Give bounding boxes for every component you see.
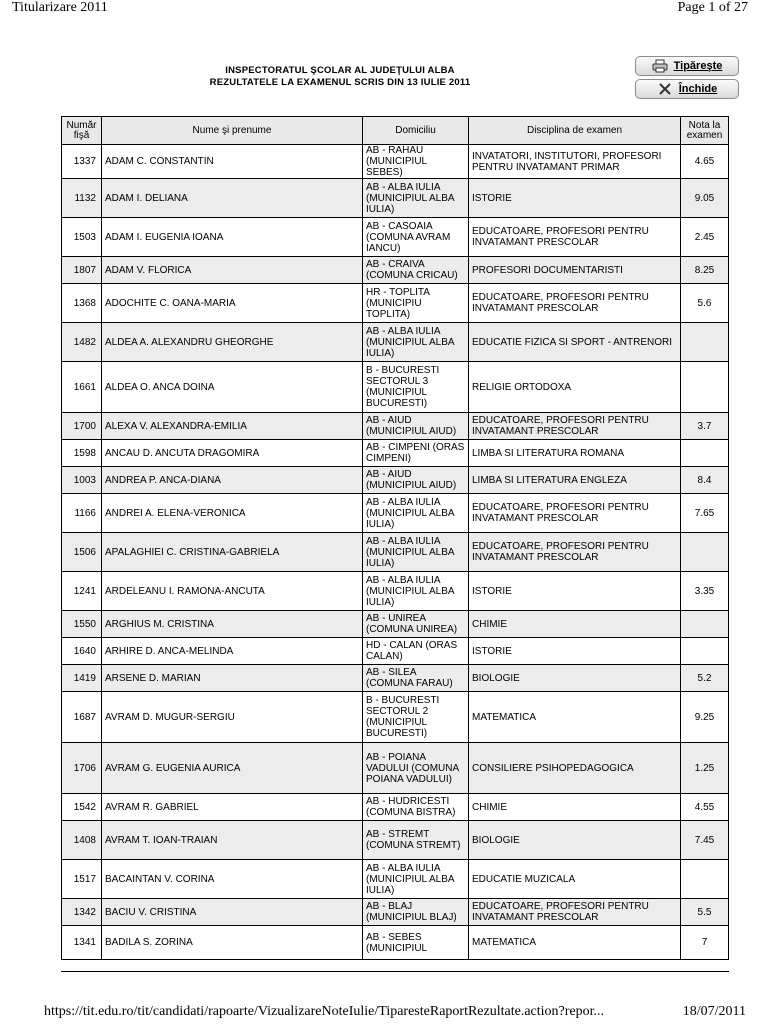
title-line-2: REZULTATELE LA EXAMENUL SCRIS DIN 13 IULIE 2011: [209, 77, 471, 88]
cell-nume: ANCAU D. ANCUTA DRAGOMIRA: [102, 440, 363, 467]
cell-disciplina: EDUCATOARE, PROFESORI PENTRU INVATAMANT PRESCOLAR: [469, 899, 681, 926]
cell-nr: 1550: [62, 611, 102, 638]
table-row: [62, 665, 729, 692]
table-row: [62, 362, 729, 413]
cell-nume: ADOCHITE C. OANA-MARIA: [102, 284, 363, 323]
cell-nume: ARGHIUS M. CRISTINA: [102, 611, 363, 638]
cell-disciplina: EDUCATOARE, PROFESORI PENTRU INVATAMANT PRESCOLAR: [469, 284, 681, 323]
cell-nume: ADAM V. FLORICA: [102, 257, 363, 284]
cell-domiciliu: HR - TOPLITA (MUNICIPIU TOPLITA): [363, 284, 469, 323]
table-row: [62, 323, 729, 362]
print-date: 18/07/2011: [682, 1004, 746, 1019]
cell-disciplina: LIMBA SI LITERATURA ENGLEZA: [469, 467, 681, 494]
cell-nota: [681, 533, 729, 572]
cell-disciplina: CHIMIE: [469, 611, 681, 638]
cell-domiciliu: AB - SILEA (COMUNA FARAU): [363, 665, 469, 692]
cell-nr: 1542: [62, 794, 102, 821]
cell-nr: 1687: [62, 692, 102, 743]
cell-domiciliu: AB - STREMT (COMUNA STREMT): [363, 821, 469, 860]
cell-nr: 1003: [62, 467, 102, 494]
table-row: [62, 638, 729, 665]
cell-nr: 1342: [62, 899, 102, 926]
cell-nota: 5.2: [681, 665, 729, 692]
cell-nume: AVRAM T. IOAN-TRAIAN: [102, 821, 363, 860]
cell-nr: 1506: [62, 533, 102, 572]
cell-disciplina: LIMBA SI LITERATURA ROMANA: [469, 440, 681, 467]
cell-domiciliu: AB - CASOAIA (COMUNA AVRAM IANCU): [363, 218, 469, 257]
table-row: [62, 284, 729, 323]
cell-nota: 9.25: [681, 692, 729, 743]
cell-nume: AVRAM G. EUGENIA AURICA: [102, 743, 363, 794]
cell-nota: 4.55: [681, 794, 729, 821]
cell-nota: 9.05: [681, 179, 729, 218]
cell-nota: 5.5: [681, 899, 729, 926]
cell-disciplina: EDUCATOARE, PROFESORI PENTRU INVATAMANT PRESCOLAR: [469, 413, 681, 440]
cell-nota: 7.65: [681, 494, 729, 533]
cell-disciplina: MATEMATICA: [469, 692, 681, 743]
cell-disciplina: CONSILIERE PSIHOPEDAGOGICA: [469, 743, 681, 794]
table-row: [62, 743, 729, 794]
cell-nr: 1419: [62, 665, 102, 692]
cell-nume: BADILA S. ZORINA: [102, 926, 363, 960]
cell-nume: ALEXA V. ALEXANDRA-EMILIA: [102, 413, 363, 440]
cell-nota: [681, 860, 729, 899]
table-row: [62, 218, 729, 257]
cell-domiciliu: AB - HUDRICESTI (COMUNA BISTRA): [363, 794, 469, 821]
cell-nume: ADAM C. CONSTANTIN: [102, 145, 363, 179]
cell-nume: ALDEA O. ANCA DOINA: [102, 362, 363, 413]
table-bottom-border: [61, 971, 729, 972]
cell-nume: APALAGHIEI C. CRISTINA-GABRIELA: [102, 533, 363, 572]
cell-nota: 8.25: [681, 257, 729, 284]
results-table: [61, 116, 729, 960]
cell-nota: 7: [681, 926, 729, 960]
cell-nota: [681, 638, 729, 665]
cell-nume: AVRAM R. GABRIEL: [102, 794, 363, 821]
cell-disciplina: EDUCATOARE, PROFESORI PENTRU INVATAMANT PRESCOLAR: [469, 494, 681, 533]
cell-domiciliu: AB - UNIREA (COMUNA UNIREA): [363, 611, 469, 638]
table-row: [62, 926, 729, 960]
title-line-1: INSPECTORATUL ŞCOLAR AL JUDEŢULUI ALBA: [225, 65, 455, 76]
header-nr: Număr fişă: [62, 117, 102, 145]
table-row: [62, 533, 729, 572]
table-row: [62, 794, 729, 821]
table-row: [62, 860, 729, 899]
cell-nr: 1640: [62, 638, 102, 665]
table-row: [62, 692, 729, 743]
cell-nota: 4.65: [681, 145, 729, 179]
cell-domiciliu: AB - BLAJ (MUNICIPIUL BLAJ): [363, 899, 469, 926]
cell-nume: ARSENE D. MARIAN: [102, 665, 363, 692]
cell-disciplina: EDUCATIE MUZICALA: [469, 860, 681, 899]
cell-domiciliu: AB - RAHAU (MUNICIPIUL SEBES): [363, 145, 469, 179]
cell-disciplina: ISTORIE: [469, 179, 681, 218]
cell-domiciliu: AB - AIUD (MUNICIPIUL AIUD): [363, 413, 469, 440]
cell-domiciliu: AB - ALBA IULIA (MUNICIPIUL ALBA IULIA): [363, 860, 469, 899]
cell-disciplina: PROFESORI DOCUMENTARISTI: [469, 257, 681, 284]
cell-nr: 1368: [62, 284, 102, 323]
cell-disciplina: EDUCATOARE, PROFESORI PENTRU INVATAMANT PRESCOLAR: [469, 533, 681, 572]
header-disciplina: Disciplina de examen: [469, 117, 681, 145]
cell-domiciliu: AB - CRAIVA (COMUNA CRICAU): [363, 257, 469, 284]
cell-nr: 1166: [62, 494, 102, 533]
cell-nota: [681, 611, 729, 638]
cell-nume: ALDEA A. ALEXANDRU GHEORGHE: [102, 323, 363, 362]
cell-nota: 7.45: [681, 821, 729, 860]
cell-nume: BACIU V. CRISTINA: [102, 899, 363, 926]
cell-nr: 1408: [62, 821, 102, 860]
cell-disciplina: MATEMATICA: [469, 926, 681, 960]
close-button-label: Închide: [678, 83, 718, 95]
cell-nume: ARHIRE D. ANCA-MELINDA: [102, 638, 363, 665]
cell-nume: BACAINTAN V. CORINA: [102, 860, 363, 899]
cell-nota: 3.35: [681, 572, 729, 611]
cell-disciplina: CHIMIE: [469, 794, 681, 821]
cell-nume: AVRAM D. MUGUR-SERGIU: [102, 692, 363, 743]
cell-domiciliu: HD - CALAN (ORAS CALAN): [363, 638, 469, 665]
cell-nr: 1132: [62, 179, 102, 218]
cell-nume: ADAM I. EUGENIA IOANA: [102, 218, 363, 257]
table-row: [62, 467, 729, 494]
cell-domiciliu: AB - AIUD (MUNICIPIUL AIUD): [363, 467, 469, 494]
cell-domiciliu: AB - ALBA IULIA (MUNICIPIUL ALBA IULIA): [363, 494, 469, 533]
cell-nr: 1706: [62, 743, 102, 794]
cell-domiciliu: B - BUCURESTI SECTORUL 2 (MUNICIPIUL BUCURESTI): [363, 692, 469, 743]
table-row: [62, 257, 729, 284]
cell-disciplina: BIOLOGIE: [469, 665, 681, 692]
table-row: [62, 179, 729, 218]
cell-nr: 1598: [62, 440, 102, 467]
cell-nume: ANDREI A. ELENA-VERONICA: [102, 494, 363, 533]
cell-nume: ARDELEANU I. RAMONA-ANCUTA: [102, 572, 363, 611]
cell-nr: 1517: [62, 860, 102, 899]
cell-nota: [681, 440, 729, 467]
cell-domiciliu: AB - ALBA IULIA (MUNICIPIUL ALBA IULIA): [363, 323, 469, 362]
header-nume: Nume şi prenume: [102, 117, 363, 145]
cell-nr: 1337: [62, 145, 102, 179]
cell-disciplina: ISTORIE: [469, 572, 681, 611]
cell-domiciliu: AB - SEBES (MUNICIPIUL: [363, 926, 469, 960]
cell-nume: ADAM I. DELIANA: [102, 179, 363, 218]
table-row: [62, 899, 729, 926]
cell-domiciliu: AB - ALBA IULIA (MUNICIPIUL ALBA IULIA): [363, 533, 469, 572]
cell-disciplina: RELIGIE ORTODOXA: [469, 362, 681, 413]
cell-nota: [681, 323, 729, 362]
header-domiciliu: Domiciliu: [363, 117, 469, 145]
cell-nota: 8.4: [681, 467, 729, 494]
cell-domiciliu: AB - POIANA VADULUI (COMUNA POIANA VADULUI): [363, 743, 469, 794]
cell-disciplina: EDUCATIE FIZICA SI SPORT - ANTRENORI: [469, 323, 681, 362]
table-row: [62, 821, 729, 860]
cell-nr: 1341: [62, 926, 102, 960]
cell-nr: 1661: [62, 362, 102, 413]
cell-nota: 1.25: [681, 743, 729, 794]
cell-nota: 3.7: [681, 413, 729, 440]
cell-disciplina: INVATATORI, INSTITUTORI, PROFESORI PENTRU INVATAMANT PRIMAR: [469, 145, 681, 179]
cell-disciplina: ISTORIE: [469, 638, 681, 665]
cell-nota: 5.6: [681, 284, 729, 323]
cell-nr: 1807: [62, 257, 102, 284]
table-row: [62, 611, 729, 638]
table-header-row: [62, 117, 729, 145]
cell-disciplina: EDUCATOARE, PROFESORI PENTRU INVATAMANT PRESCOLAR: [469, 218, 681, 257]
cell-domiciliu: AB - ALBA IULIA (MUNICIPIUL ALBA IULIA): [363, 179, 469, 218]
cell-domiciliu: B - BUCURESTI SECTORUL 3 (MUNICIPIUL BUCURESTI): [363, 362, 469, 413]
table-row: [62, 440, 729, 467]
cell-nr: 1700: [62, 413, 102, 440]
cell-nume: ANDREA P. ANCA-DIANA: [102, 467, 363, 494]
cell-nr: 1482: [62, 323, 102, 362]
cell-nr: 1503: [62, 218, 102, 257]
header-nota: Nota la examen: [681, 117, 729, 145]
page-title: Titularizare 2011: [12, 0, 108, 15]
page-counter: Page 1 of 27: [677, 0, 748, 15]
table-row: [62, 572, 729, 611]
table-row: [62, 413, 729, 440]
table-row: [62, 145, 729, 179]
cell-nota: [681, 362, 729, 413]
table-row: [62, 494, 729, 533]
cell-disciplina: BIOLOGIE: [469, 821, 681, 860]
page-url: https://tit.edu.ro/tit/candidati/rapoarte/VizualizareNoteIulie/TiparesteRaportRezultate.action?repor...: [44, 1004, 605, 1019]
cell-nota: 2.45: [681, 218, 729, 257]
print-button-label: Tipăreşte: [673, 60, 723, 72]
cell-domiciliu: AB - ALBA IULIA (MUNICIPIUL ALBA IULIA): [363, 572, 469, 611]
cell-domiciliu: AB - CIMPENI (ORAS CIMPENI): [363, 440, 469, 467]
cell-nr: 1241: [62, 572, 102, 611]
